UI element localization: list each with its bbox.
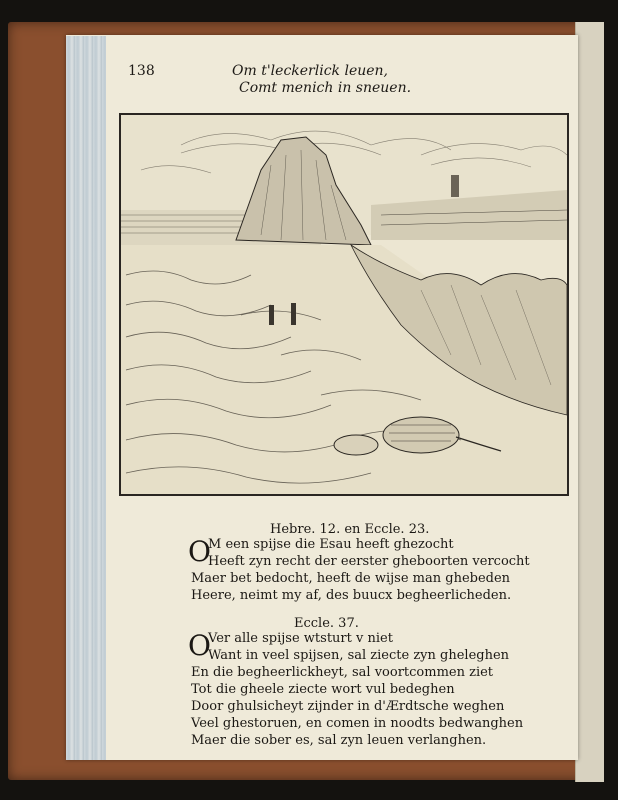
verse1-initial: O [188, 535, 211, 568]
verse2-line: Tot die gheele ziecte wort vul bedeghen [191, 682, 455, 697]
verse2-line: En die begheerlickheyt, sal voortcommen ziet [191, 665, 494, 680]
verse2-line: Want in veel spijsen, sal ziecte zyn gheleghen [208, 648, 510, 663]
motto-line-2: Comt menich in sneuen. [239, 80, 412, 96]
facing-page-edge [575, 22, 604, 782]
motto-line-1: Om t'leckerlick leuen, [232, 63, 389, 79]
verse1-line: M een spijse die Esau heeft ghezocht [208, 537, 454, 552]
verse2-line: Maer die sober es, sal zyn leuen verlanghen. [191, 733, 487, 748]
verse2-line: Veel ghestoruen, en comen in noodts bedwanghen [191, 716, 524, 731]
page-number: 138 [128, 63, 155, 79]
page-gutter-edge [66, 36, 106, 760]
verse2-reference: Eccle. 37. [294, 616, 359, 631]
verse2-line: Door ghulsicheyt zijnder in d'Ærdtsche weghen [191, 699, 505, 714]
verse1-line: Heere, neimt my af, des buucx begheerlicheden. [191, 588, 512, 603]
verse2-line: Ver alle spijse wtsturt v niet [208, 631, 393, 646]
verse1-line: Heeft zyn recht der eerster gheboorten vercocht [208, 554, 530, 569]
engraving-illustration [119, 113, 569, 496]
verse1-reference: Hebre. 12. en Eccle. 23. [270, 522, 430, 537]
verse1-line: Maer bet bedocht, heeft de wijse man ghebeden [191, 571, 511, 586]
verse2-initial: O [188, 629, 211, 662]
